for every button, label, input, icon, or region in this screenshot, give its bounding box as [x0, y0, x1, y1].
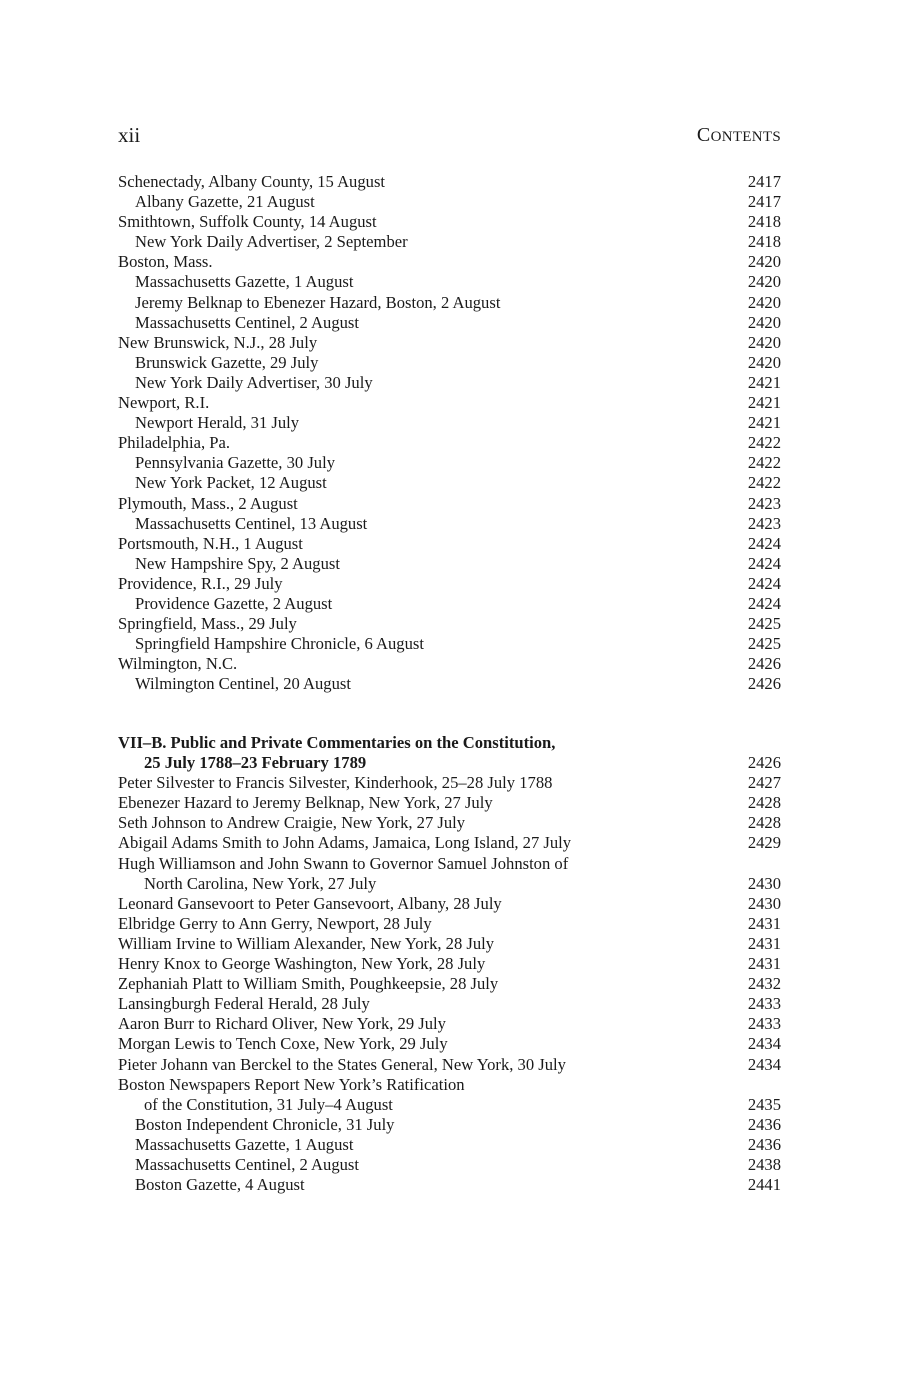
- toc-entry: [118, 1135, 781, 1155]
- toc-entry: [118, 594, 781, 614]
- entry-page: 2436: [747, 1134, 781, 1154]
- entry-title: Providence Gazette, 2 August: [135, 593, 333, 613]
- entry-title: New York Packet, 12 August: [135, 473, 327, 493]
- entry-page: 2433: [747, 1014, 781, 1034]
- toc-entry: [118, 1055, 781, 1075]
- section-heading-page: 2426: [747, 753, 781, 773]
- entry-page: 2420: [747, 352, 781, 372]
- toc-entry: [118, 232, 781, 252]
- toc-entry: [118, 1175, 781, 1195]
- entry-page: 2430: [747, 893, 781, 913]
- entry-page: 2420: [747, 312, 781, 332]
- entry-title: Massachusetts Gazette, 1 August: [135, 1134, 354, 1154]
- entry-title: Albany Gazette, 21 August: [135, 192, 315, 212]
- entry-page: 2421: [747, 393, 781, 413]
- entry-title: Elbridge Gerry to Ann Gerry, Newport, 28 July: [118, 913, 432, 933]
- toc-entry: [118, 974, 781, 994]
- entry-page: 2438: [747, 1154, 781, 1174]
- toc-entry: [118, 934, 781, 954]
- entry-title: Lansingburgh Federal Herald, 28 July: [118, 994, 370, 1014]
- toc-entry: [118, 172, 781, 192]
- toc-entry: [118, 534, 781, 554]
- entry-title: Morgan Lewis to Tench Coxe, New York, 29 July: [118, 1034, 448, 1054]
- entry-page: 2427: [747, 773, 781, 793]
- entry-title: Aaron Burr to Richard Oliver, New York, 29 July: [118, 1014, 446, 1034]
- toc-entry: [118, 373, 781, 393]
- toc-entry: [118, 1155, 781, 1175]
- entry-title: Schenectady, Albany County, 15 August: [118, 172, 386, 191]
- entry-title: Massachusetts Centinel, 2 August: [135, 1154, 359, 1174]
- toc-entry: [118, 813, 781, 833]
- entry-title: Wilmington, N.C.: [118, 654, 238, 674]
- entry-title: Massachusetts Gazette, 1 August: [135, 272, 354, 292]
- entry-title: Pieter Johann van Berckel to the States General, New York, 30 July: [118, 1054, 566, 1074]
- entry-title: New Hampshire Spy, 2 August: [135, 553, 340, 573]
- toc-entry: [118, 353, 781, 373]
- entry-page: 2441: [747, 1175, 781, 1195]
- entry-title: Ebenezer Hazard to Jeremy Belknap, New York, 27 July: [118, 793, 493, 813]
- entry-title: Abigail Adams Smith to John Adams, Jamaica, Long Island, 27 July: [118, 833, 572, 853]
- entry-title: New York Daily Advertiser, 2 September: [135, 232, 408, 252]
- toc-entry: [118, 894, 781, 914]
- entry-page: 2429: [747, 833, 781, 853]
- entry-page: 2424: [747, 533, 781, 553]
- toc-entry: [118, 854, 781, 874]
- entry-page: 2420: [747, 332, 781, 352]
- toc-entry: [118, 833, 781, 853]
- contents-section-vii-a-continued: [118, 172, 781, 694]
- running-head-rest: ONTENTS: [710, 129, 781, 145]
- entry-page: 2434: [747, 1054, 781, 1074]
- entry-title: Boston Gazette, 4 August: [135, 1175, 305, 1195]
- toc-entry: [118, 954, 781, 974]
- toc-entry: [118, 1115, 781, 1135]
- entry-page: 2425: [747, 634, 781, 654]
- entry-page: 2424: [747, 573, 781, 593]
- toc-entry-continuation: [118, 874, 781, 894]
- entry-page: 2434: [747, 1034, 781, 1054]
- entry-page: 2422: [747, 433, 781, 453]
- entry-page: 2424: [747, 593, 781, 613]
- toc-entry: [118, 313, 781, 333]
- toc-entry: [118, 554, 781, 574]
- entry-page: 2428: [747, 793, 781, 813]
- entry-title: North Carolina, New York, 27 July: [144, 873, 377, 893]
- toc-entry: [118, 614, 781, 634]
- entry-page: 2431: [747, 933, 781, 953]
- toc-entry: [118, 333, 781, 353]
- section-heading-line-2: 25 July 1788–23 February 1789: [144, 753, 367, 773]
- entry-title: New York Daily Advertiser, 30 July: [135, 372, 373, 392]
- entry-page: 2426: [747, 674, 781, 694]
- entry-title: Brunswick Gazette, 29 July: [135, 352, 319, 372]
- toc-entry: [118, 453, 781, 473]
- toc-entry: [118, 514, 781, 534]
- entry-title: Boston Independent Chronicle, 31 July: [135, 1114, 395, 1134]
- entry-title: Plymouth, Mass., 2 August: [118, 493, 298, 513]
- entry-page: 2423: [747, 513, 781, 533]
- section-heading: [118, 733, 781, 753]
- entry-page: 2432: [747, 974, 781, 994]
- entry-title: Wilmington Centinel, 20 August: [135, 674, 351, 694]
- toc-entry: [118, 773, 781, 793]
- entry-page: 2436: [747, 1114, 781, 1134]
- entry-title: Providence, R.I., 29 July: [118, 573, 283, 593]
- entry-page: 2422: [747, 473, 781, 493]
- section-heading: [118, 753, 781, 773]
- entry-page: 2417: [747, 172, 781, 191]
- toc-entry: [118, 634, 781, 654]
- toc-entry: [118, 413, 781, 433]
- entry-title: Springfield, Mass., 29 July: [118, 614, 297, 634]
- entry-title: Springfield Hampshire Chronicle, 6 August: [135, 634, 424, 654]
- toc-entry: [118, 393, 781, 413]
- toc-entry: [118, 793, 781, 813]
- entry-title: Massachusetts Centinel, 2 August: [135, 312, 359, 332]
- toc-entry: [118, 994, 781, 1014]
- entry-page: 2424: [747, 553, 781, 573]
- entry-page: 2420: [747, 292, 781, 312]
- section-heading-line-1: VII–B. Public and Private Commentaries on the Constitution,: [118, 733, 556, 752]
- page-number: xii: [118, 123, 141, 147]
- entry-title: Pennsylvania Gazette, 30 July: [135, 453, 336, 473]
- entry-title: Portsmouth, N.H., 1 August: [118, 533, 303, 553]
- entry-title: Boston Newspapers Report New York’s Ratification: [118, 1074, 465, 1094]
- entry-page: 2420: [747, 272, 781, 292]
- toc-entry: [118, 192, 781, 212]
- toc-entry-continuation: [118, 1095, 781, 1115]
- entry-page: 2425: [747, 614, 781, 634]
- entry-page: 2426: [747, 654, 781, 674]
- toc-entry: [118, 272, 781, 292]
- toc-entry: [118, 1075, 781, 1095]
- entry-title: Peter Silvester to Francis Silvester, Kinderhook, 25–28 July 1788: [118, 773, 553, 793]
- entry-title: William Irvine to William Alexander, New York, 28 July: [118, 933, 495, 953]
- entry-page: 2428: [747, 813, 781, 833]
- entry-title: Massachusetts Centinel, 13 August: [135, 513, 368, 533]
- entry-title: Newport Herald, 31 July: [135, 413, 300, 433]
- toc-entry: [118, 654, 781, 674]
- running-head-initial: C: [696, 124, 711, 146]
- entry-title: of the Constitution, 31 July–4 August: [144, 1094, 393, 1114]
- entry-page: 2433: [747, 994, 781, 1014]
- entry-page: 2418: [747, 232, 781, 252]
- entry-title: Smithtown, Suffolk County, 14 August: [118, 212, 377, 232]
- running-head: [697, 122, 781, 150]
- entry-page: 2420: [747, 252, 781, 272]
- entry-page: 2417: [747, 192, 781, 212]
- entry-page: 2423: [747, 493, 781, 513]
- entry-page: 2431: [747, 954, 781, 974]
- entry-page: 2430: [747, 873, 781, 893]
- toc-entry: [118, 433, 781, 453]
- toc-entry: [118, 473, 781, 493]
- entry-title: Henry Knox to George Washington, New York, 28 July: [118, 954, 486, 974]
- entry-title: Boston, Mass.: [118, 252, 213, 272]
- toc-entry: [118, 1034, 781, 1054]
- entry-title: Philadelphia, Pa.: [118, 433, 230, 453]
- toc-entry: [118, 1014, 781, 1034]
- toc-entry: [118, 212, 781, 232]
- entry-title: Seth Johnson to Andrew Craigie, New York, 27 July: [118, 813, 466, 833]
- toc-entry: [118, 674, 781, 694]
- contents-section-vii-b: [118, 733, 781, 1195]
- toc-entry: [118, 914, 781, 934]
- toc-entry: [118, 574, 781, 594]
- entry-title: Zephaniah Platt to William Smith, Poughkeepsie, 28 July: [118, 974, 499, 994]
- entry-page: 2421: [747, 372, 781, 392]
- entry-page: 2422: [747, 453, 781, 473]
- entry-page: 2418: [747, 212, 781, 232]
- toc-entry: [118, 494, 781, 514]
- entry-title: Hugh Williamson and John Swann to Governor Samuel Johnston of: [118, 853, 569, 873]
- entry-title: Newport, R.I.: [118, 393, 210, 413]
- entry-page: 2421: [747, 413, 781, 433]
- toc-entry: [118, 293, 781, 313]
- toc-entry: [118, 252, 781, 272]
- entry-page: 2431: [747, 913, 781, 933]
- entry-title: Jeremy Belknap to Ebenezer Hazard, Boston, 2 August: [135, 292, 501, 312]
- entry-title: New Brunswick, N.J., 28 July: [118, 332, 318, 352]
- entry-page: 2435: [747, 1094, 781, 1114]
- entry-title: Leonard Gansevoort to Peter Gansevoort, Albany, 28 July: [118, 893, 502, 913]
